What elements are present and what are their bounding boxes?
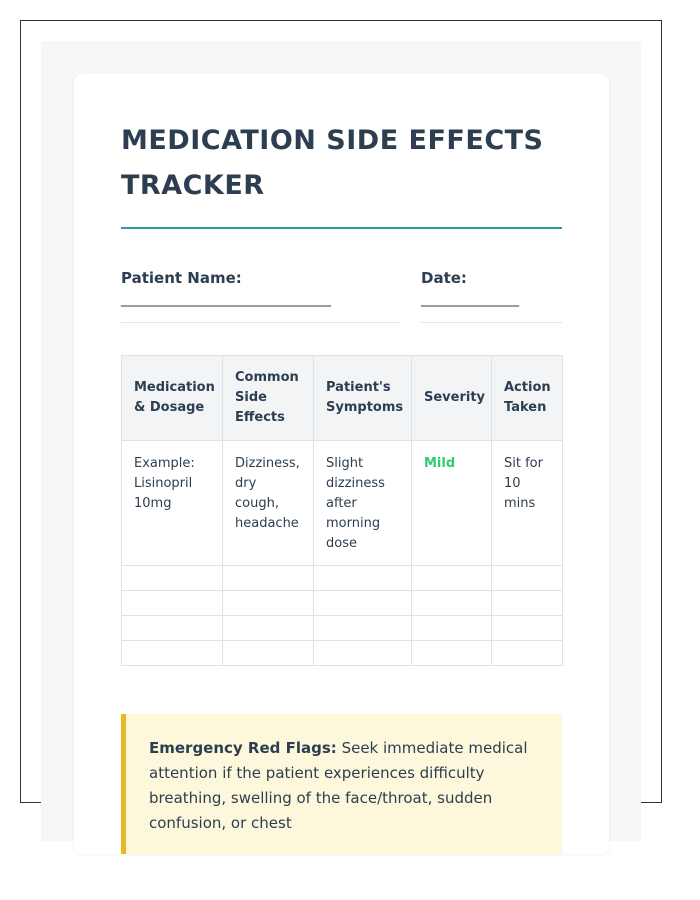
blank-cell[interactable]	[314, 566, 412, 591]
blank-cell[interactable]	[122, 566, 223, 591]
emergency-callout	[121, 714, 562, 854]
blank-cell[interactable]	[223, 616, 314, 641]
callout-heading: Emergency Red Flags:	[149, 739, 337, 757]
page-title: MEDICATION SIDE EFFECTS TRACKER	[121, 125, 544, 201]
callout-text: Seek immediate medical attention if the patient experiences difficulty breathing, swelling of the face/throat, sudden confusion, or chest	[149, 739, 528, 832]
blank-cell[interactable]	[122, 616, 223, 641]
tracker-card	[74, 74, 609, 854]
header-patient-symptoms: Patient's Symptoms	[314, 356, 412, 441]
blank-cell[interactable]	[122, 591, 223, 616]
header-action-taken: Action Taken	[492, 356, 563, 441]
blank-cell[interactable]	[314, 616, 412, 641]
patient-name-field[interactable]: ______________________________	[121, 291, 331, 307]
blank-cell[interactable]	[412, 566, 492, 591]
header-severity: Severity	[412, 356, 492, 441]
table-row-blank	[122, 566, 563, 591]
table-row-blank	[122, 591, 563, 616]
cell-medication: Example: Lisinopril 10mg	[122, 441, 223, 566]
blank-cell[interactable]	[314, 641, 412, 666]
cell-severity-badge: Mild	[412, 441, 492, 566]
blank-cell[interactable]	[412, 591, 492, 616]
blank-cell[interactable]	[492, 591, 563, 616]
side-effects-table	[121, 355, 563, 666]
blank-cell[interactable]	[492, 566, 563, 591]
table-row-example	[122, 441, 563, 566]
title-divider	[121, 227, 562, 229]
page-background	[41, 41, 641, 841]
document-frame	[20, 20, 662, 832]
blank-cell[interactable]	[223, 566, 314, 591]
blank-cell[interactable]	[122, 641, 223, 666]
patient-name-underline	[121, 322, 401, 323]
table-row-blank	[122, 616, 563, 641]
blank-cell[interactable]	[492, 616, 563, 641]
patient-name-label: Patient Name:	[121, 269, 242, 287]
blank-cell[interactable]	[314, 591, 412, 616]
cell-side-effects: Dizziness, dry cough, headache	[223, 441, 314, 566]
blank-cell[interactable]	[492, 641, 563, 666]
date-underline	[421, 322, 562, 323]
blank-cell[interactable]	[223, 591, 314, 616]
cell-symptoms: Slight dizziness after morning dose	[314, 441, 412, 566]
cell-action: Sit for 10 mins	[492, 441, 563, 566]
table-row-blank	[122, 641, 563, 666]
blank-cell[interactable]	[412, 616, 492, 641]
date-field[interactable]: ______________	[421, 291, 519, 307]
header-medication-dosage: Medication & Dosage	[122, 356, 223, 441]
table-header-row	[122, 356, 563, 441]
blank-cell[interactable]	[223, 641, 314, 666]
blank-cell[interactable]	[412, 641, 492, 666]
date-label: Date:	[421, 269, 467, 287]
header-common-side-effects: Common Side Effects	[223, 356, 314, 441]
